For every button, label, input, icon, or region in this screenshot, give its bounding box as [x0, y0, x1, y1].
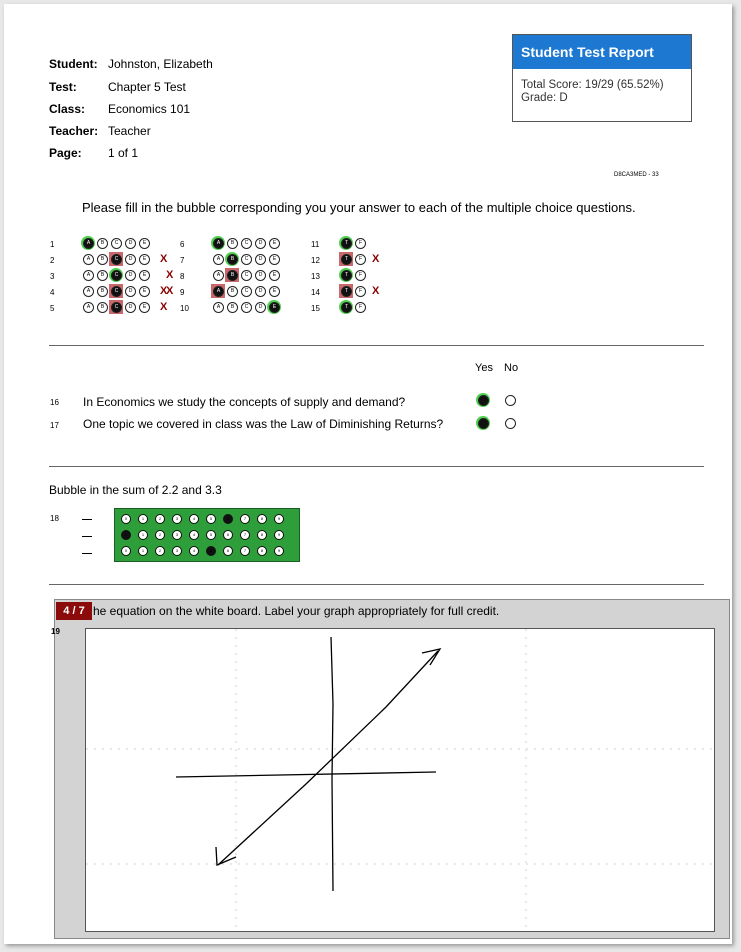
question-number: 4 — [50, 288, 55, 297]
student-label: Student: — [49, 57, 98, 71]
y-axis-stroke — [331, 637, 333, 891]
answer-bubble[interactable]: F — [355, 286, 366, 297]
answer-bubble[interactable]: T — [341, 302, 352, 313]
answer-bubble[interactable]: C — [111, 254, 122, 265]
answer-bubble[interactable]: C — [111, 286, 122, 297]
question-number: 13 — [311, 272, 320, 281]
grid-digit-bubble[interactable]: 8 — [257, 530, 267, 540]
q17-yes-bubble[interactable] — [478, 418, 489, 429]
x-axis-stroke — [176, 772, 436, 777]
answer-bubble[interactable]: E — [139, 270, 150, 281]
answer-bubble[interactable]: D — [125, 270, 136, 281]
question-number: 2 — [50, 256, 55, 265]
question-number: 11 — [311, 240, 320, 249]
graph-prompt: he equation on the white board. Label your graph appropriately for full credit. — [93, 604, 500, 618]
grid-digit-bubble[interactable]: 1 — [138, 530, 148, 540]
answer-bubble[interactable]: D — [255, 286, 266, 297]
answer-bubble[interactable]: D — [255, 270, 266, 281]
gridin-prompt: Bubble in the sum of 2.2 and 3.3 — [49, 483, 222, 497]
question-number: 3 — [50, 272, 55, 281]
grid-digit-bubble[interactable]: 3 — [172, 546, 182, 556]
q16-yes-bubble[interactable] — [478, 395, 489, 406]
wrong-x-mark: X — [160, 253, 168, 265]
wrong-x-mark: X — [166, 285, 174, 297]
grid-digit-bubble[interactable]: 6 — [223, 546, 233, 556]
total-score: Total Score: 19/29 (65.52%) — [521, 79, 664, 91]
answer-bubble[interactable]: C — [241, 254, 252, 265]
q17-number: 17 — [50, 421, 59, 430]
grade: Grade: D — [521, 92, 568, 104]
no-header: No — [504, 362, 519, 374]
answer-bubble[interactable]: A — [213, 238, 224, 249]
answer-bubble[interactable]: A — [213, 302, 224, 313]
wrong-x-mark: X — [372, 285, 380, 297]
wrong-x-mark: X — [160, 301, 168, 313]
answer-bubble[interactable]: B — [227, 270, 238, 281]
grid-digit-bubble[interactable]: 8 — [257, 514, 267, 524]
answer-bubble[interactable]: B — [97, 286, 108, 297]
answer-bubble[interactable]: A — [83, 238, 94, 249]
teacher-label: Teacher: — [49, 124, 99, 138]
class-label: Class: — [49, 102, 86, 116]
grid-digit-bubble[interactable]: 9 — [274, 514, 284, 524]
answer-bubble[interactable]: C — [111, 238, 122, 249]
answer-bubble[interactable]: D — [255, 238, 266, 249]
question-number: 6 — [180, 240, 185, 249]
section-divider — [49, 345, 704, 346]
q16-no-bubble[interactable] — [505, 395, 516, 406]
answer-bubble[interactable]: B — [227, 254, 238, 265]
yes-header: Yes — [475, 362, 493, 374]
answer-bubble[interactable]: F — [355, 302, 366, 313]
grid-digit-bubble[interactable]: 7 — [240, 514, 250, 524]
answer-bubble[interactable]: A — [213, 254, 224, 265]
question-number: 1 — [50, 240, 55, 249]
question-number: 10 — [180, 304, 189, 313]
answer-blank — [82, 553, 92, 554]
answer-bubble[interactable]: D — [125, 286, 136, 297]
answer-bubble[interactable]: B — [97, 238, 108, 249]
answer-bubble[interactable]: D — [255, 254, 266, 265]
grid-digit-bubble[interactable]: 7 — [240, 546, 250, 556]
answer-bubble[interactable]: F — [355, 238, 366, 249]
answer-bubble[interactable]: E — [139, 302, 150, 313]
grid-digit-bubble[interactable]: 5 — [206, 546, 216, 556]
answer-blank — [82, 536, 92, 537]
test-report-page — [4, 4, 732, 944]
answer-bubble[interactable]: E — [139, 238, 150, 249]
grid-digit-bubble[interactable]: 5 — [206, 514, 216, 524]
page-value: 1 of 1 — [108, 146, 139, 160]
answer-bubble[interactable]: A — [213, 270, 224, 281]
q16-number: 16 — [50, 398, 59, 407]
student-test-report-box — [512, 34, 692, 122]
student-value: Johnston, Elizabeth — [108, 57, 213, 71]
answer-bubble[interactable]: C — [241, 238, 252, 249]
answer-bubble[interactable]: A — [83, 302, 94, 313]
answer-blank — [82, 519, 92, 520]
wrong-x-mark: X — [166, 269, 174, 281]
grid-digit-bubble[interactable]: 4 — [189, 546, 199, 556]
hand-drawn-graph — [86, 629, 714, 931]
answer-bubble[interactable]: E — [139, 286, 150, 297]
test-label: Test: — [49, 80, 77, 94]
instructions: Please fill in the bubble corresponding you your answer to each of the multiple choice questions. — [82, 200, 636, 215]
answer-bubble[interactable]: B — [227, 302, 238, 313]
answer-bubble[interactable]: D — [125, 302, 136, 313]
question-number: 8 — [180, 272, 185, 281]
answer-bubble[interactable]: C — [241, 270, 252, 281]
page-label: Page: — [49, 146, 82, 160]
grid-digit-bubble[interactable]: 0 — [121, 530, 131, 540]
form-code: D8CA3MED - 33 — [614, 172, 659, 178]
q17-text: One topic we covered in class was the Law of Diminishing Returns? — [83, 417, 444, 431]
answer-bubble[interactable]: C — [111, 302, 122, 313]
question-number: 15 — [311, 304, 320, 313]
grid-digit-bubble[interactable]: 6 — [223, 530, 233, 540]
wrong-x-mark: X — [372, 253, 380, 265]
grid-digit-bubble[interactable]: 2 — [155, 530, 165, 540]
teacher-value: Teacher — [108, 124, 151, 138]
answer-bubble[interactable]: E — [269, 238, 280, 249]
grid-digit-bubble[interactable]: 3 — [172, 514, 182, 524]
answer-bubble[interactable]: F — [355, 254, 366, 265]
q17-no-bubble[interactable] — [505, 418, 516, 429]
answer-bubble[interactable]: E — [269, 302, 280, 313]
graph-response-area — [51, 599, 730, 939]
grid-digit-bubble[interactable]: 5 — [206, 530, 216, 540]
graph-canvas — [85, 628, 715, 932]
wrong-x-mark: X — [160, 285, 168, 297]
grid-digit-bubble[interactable]: 3 — [172, 530, 182, 540]
answer-bubble[interactable]: E — [269, 254, 280, 265]
answer-bubble[interactable]: F — [355, 270, 366, 281]
answer-bubble[interactable]: T — [341, 238, 352, 249]
test-value: Chapter 5 Test — [108, 80, 186, 94]
grid-digit-bubble[interactable]: 2 — [155, 546, 165, 556]
question-number: 14 — [311, 288, 320, 297]
section-divider — [49, 466, 704, 467]
answer-bubble[interactable]: E — [139, 254, 150, 265]
answer-bubble[interactable]: C — [241, 302, 252, 313]
section-divider — [49, 584, 704, 585]
graph-score-tag: 4 / 7 — [56, 602, 92, 620]
answer-bubble[interactable]: E — [269, 270, 280, 281]
arrowhead-down — [216, 847, 236, 865]
answer-bubble[interactable]: B — [227, 286, 238, 297]
answer-bubble[interactable]: A — [83, 286, 94, 297]
answer-bubble[interactable]: B — [227, 238, 238, 249]
answer-bubble[interactable]: A — [213, 286, 224, 297]
answer-bubble[interactable]: T — [341, 254, 352, 265]
question-number: 9 — [180, 288, 185, 297]
answer-bubble[interactable]: D — [125, 238, 136, 249]
gridin-bubble-grid — [114, 508, 300, 562]
grid-digit-bubble[interactable]: 4 — [189, 530, 199, 540]
grid-digit-bubble[interactable]: 8 — [257, 546, 267, 556]
grid-digit-bubble[interactable]: 9 — [274, 546, 284, 556]
grid-digit-bubble[interactable]: 1 — [138, 546, 148, 556]
grid-digit-bubble[interactable]: 1 — [138, 514, 148, 524]
grid-digit-bubble[interactable]: 0 — [121, 514, 131, 524]
answer-bubble[interactable]: D — [125, 254, 136, 265]
grid-digit-bubble[interactable]: 7 — [240, 530, 250, 540]
grid-digit-bubble[interactable]: 4 — [189, 514, 199, 524]
question-number: 5 — [50, 304, 55, 313]
class-value: Economics 101 — [108, 102, 191, 116]
answer-bubble[interactable]: D — [255, 302, 266, 313]
line-stroke — [218, 651, 438, 865]
report-title: Student Test Report — [513, 35, 691, 69]
answer-bubble[interactable]: B — [97, 254, 108, 265]
question-number: 12 — [311, 256, 320, 265]
answer-bubble[interactable]: C — [111, 270, 122, 281]
grid-digit-bubble[interactable]: 2 — [155, 514, 165, 524]
q16-text: In Economics we study the concepts of supply and demand? — [83, 395, 406, 409]
answer-bubble[interactable]: A — [83, 270, 94, 281]
grid-digit-bubble[interactable]: 0 — [121, 546, 131, 556]
grid-digit-bubble[interactable]: 9 — [274, 530, 284, 540]
answer-bubble[interactable]: A — [83, 254, 94, 265]
answer-bubble[interactable]: B — [97, 270, 108, 281]
answer-bubble[interactable]: E — [269, 286, 280, 297]
answer-bubble[interactable]: T — [341, 286, 352, 297]
question-number: 7 — [180, 256, 185, 265]
answer-bubble[interactable]: B — [97, 302, 108, 313]
q18-number: 18 — [50, 514, 59, 523]
grid-digit-bubble[interactable]: 6 — [223, 514, 233, 524]
q19-number: 19 — [51, 627, 60, 636]
answer-bubble[interactable]: C — [241, 286, 252, 297]
answer-bubble[interactable]: T — [341, 270, 352, 281]
